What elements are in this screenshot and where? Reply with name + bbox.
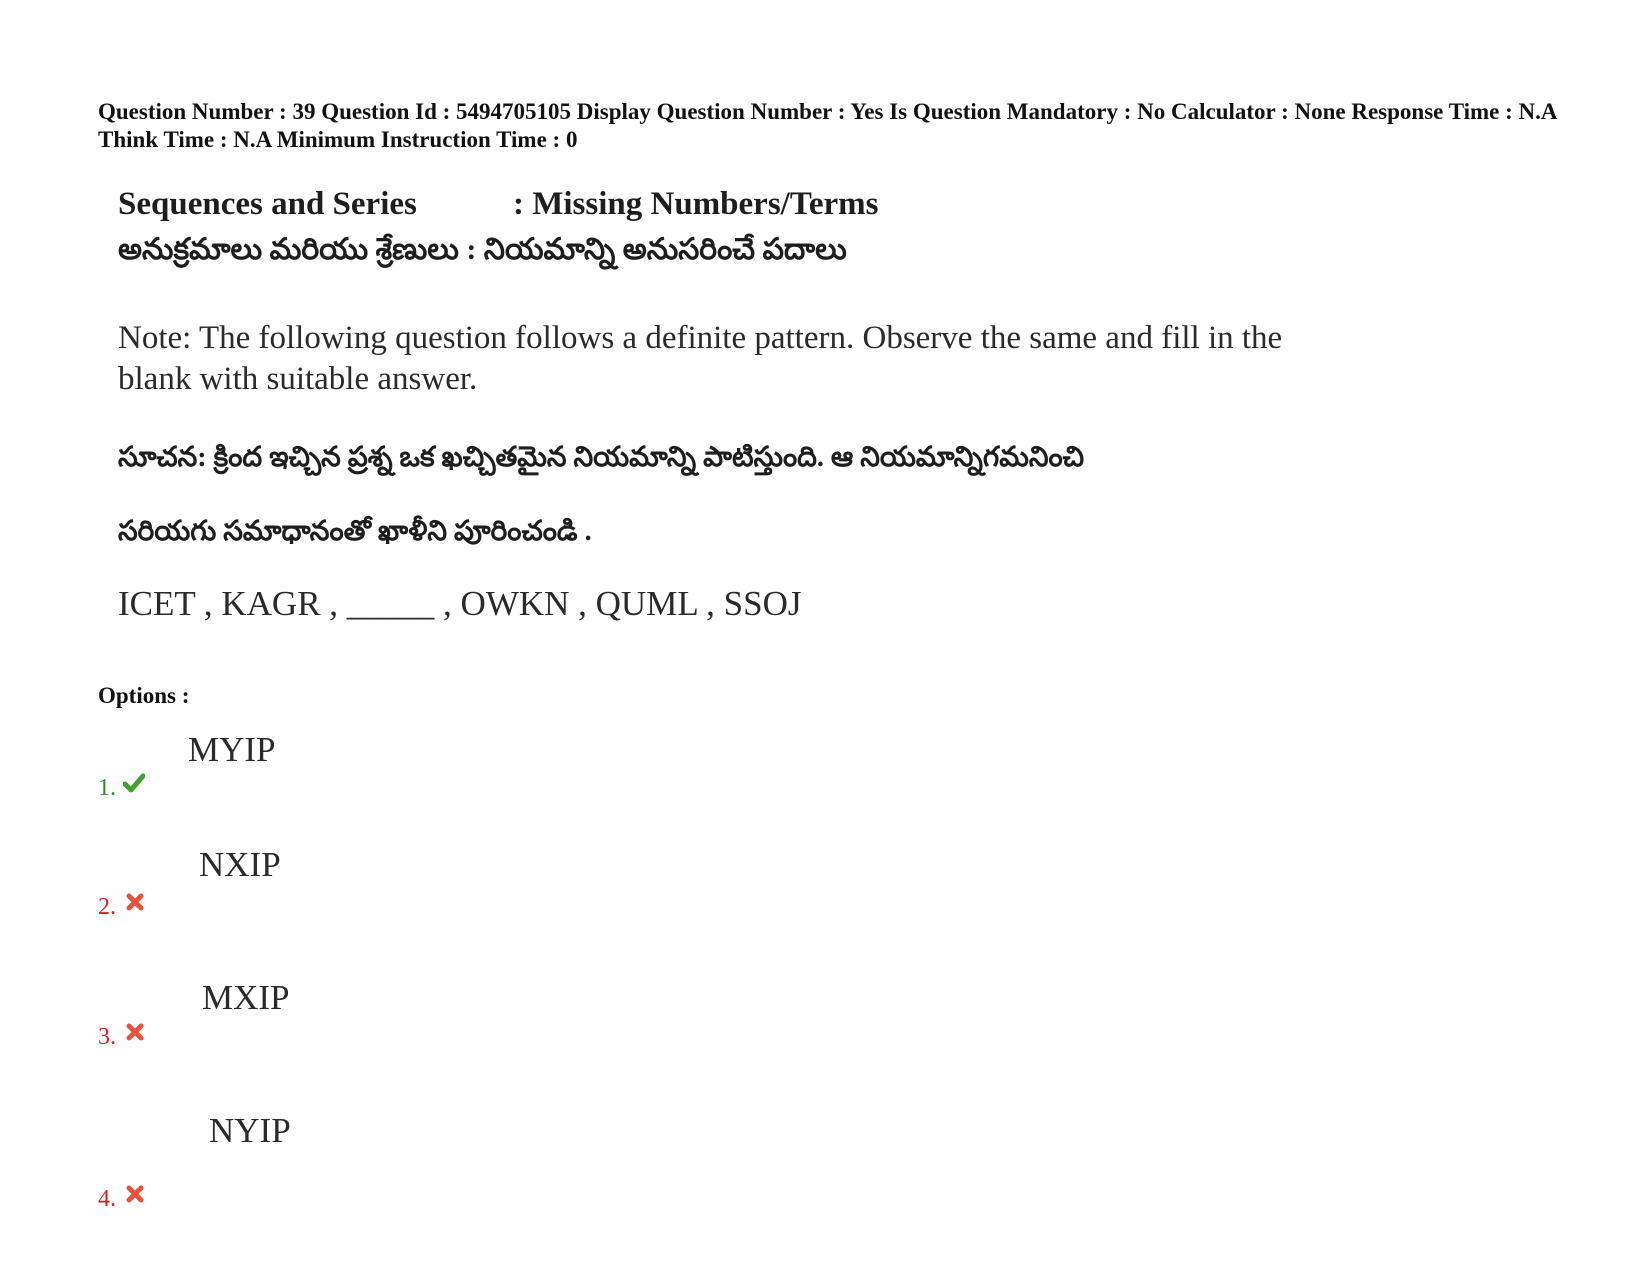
option-1-text: MYIP (188, 730, 276, 769)
option-2-number: 2. (98, 894, 116, 920)
topic-title-en: Sequences and Series (118, 186, 417, 222)
option-2-text: NXIP (199, 845, 281, 884)
cross-icon (124, 1021, 146, 1043)
note-te-line2: సరియగు సమాధానంతో ఖాళీని పూరించండి . (118, 516, 592, 547)
options-label: Options : (98, 683, 190, 708)
option-4-text: NYIP (209, 1111, 291, 1150)
option-3-text: MXIP (202, 978, 290, 1017)
note-te-line1: సూచన: క్రింద ఇచ్చిన ప్రశ్న ఒక ఖచ్చితమైన నియమాన్ని పాటిస్తుంది. ఆ నియమాన్నిగమనించి (118, 442, 1085, 473)
cross-icon (124, 1183, 146, 1205)
question-meta: Question Number : 39 Question Id : 5494705105 Display Question Number : Yes Is Question Mandatory : No Calculator : None Response Time : N.A Think Time : N.A Minimum Instruction Time : 0 (98, 99, 1557, 152)
topic-subtitle-en: : Missing Numbers/Terms (513, 186, 879, 222)
note-en: Note: The following question follows a definite pattern. Observe the same and fill in the blank with suitable answer. (118, 320, 1283, 397)
cross-icon (124, 891, 146, 913)
series-text: ICET , KAGR , _____ , OWKN , QUML , SSOJ (118, 584, 802, 623)
option-1-number: 1. (98, 775, 116, 801)
topic-title-te: అనుక్రమాలు మరియు శ్రేణులు : నియమాన్ని అనుసరించే పదాలు (118, 233, 847, 266)
check-icon (123, 772, 145, 794)
question-body (118, 180, 1318, 626)
option-3-number: 3. (98, 1024, 116, 1050)
option-4-number: 4. (98, 1186, 116, 1212)
topic-line (118, 180, 1318, 228)
